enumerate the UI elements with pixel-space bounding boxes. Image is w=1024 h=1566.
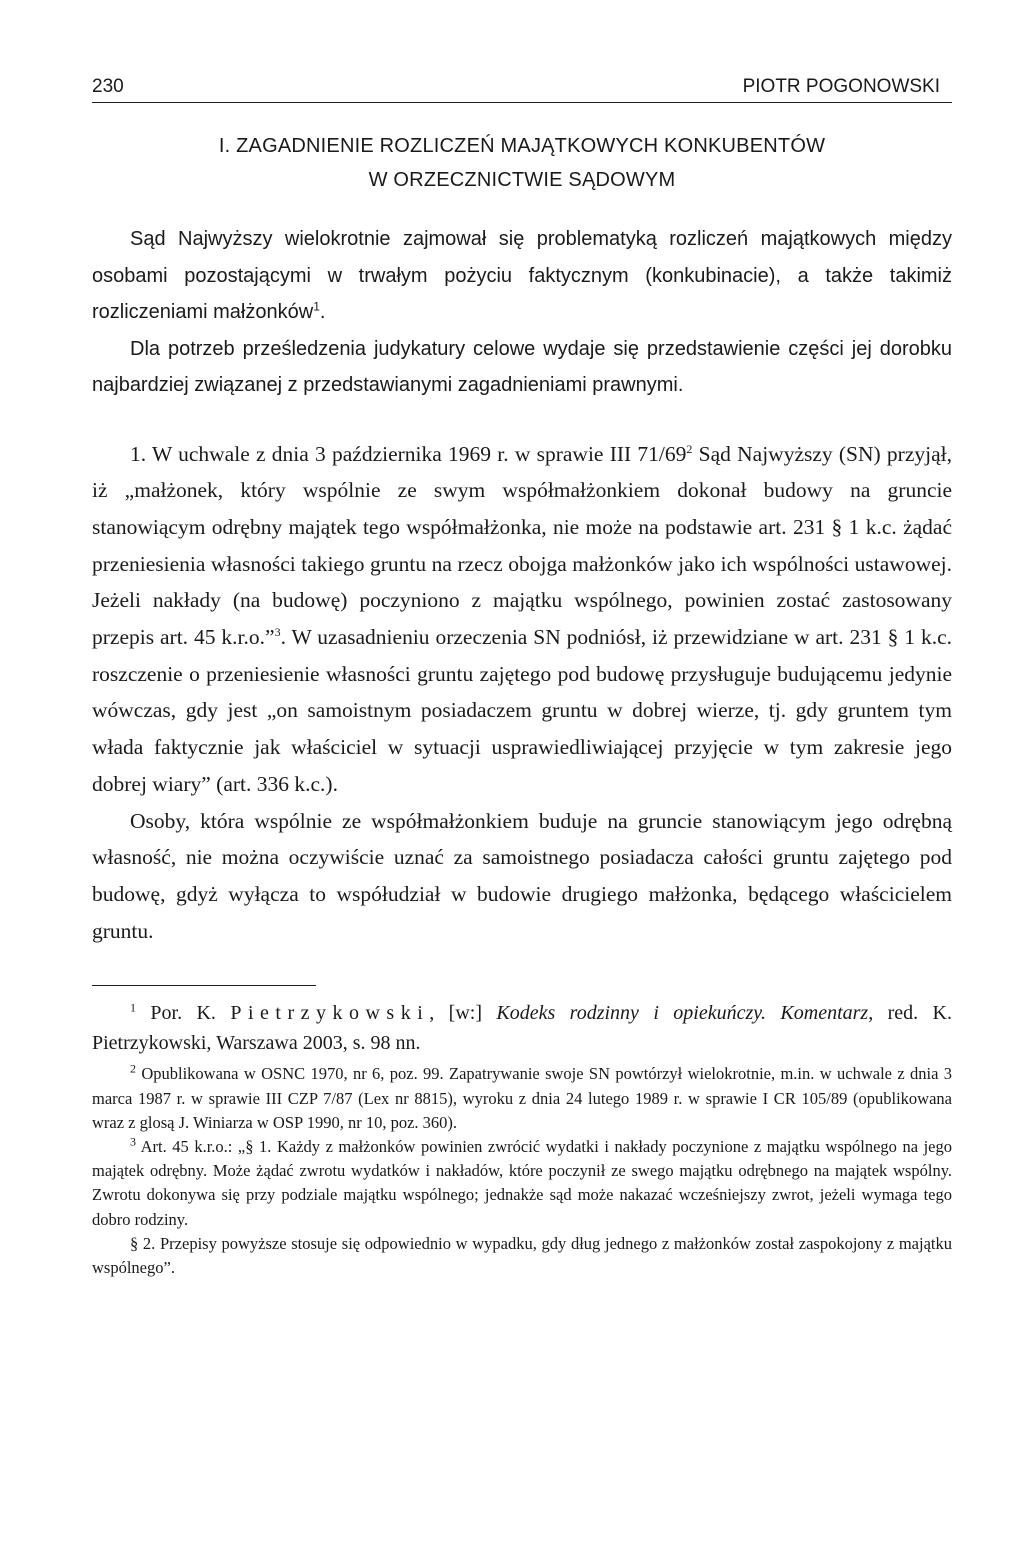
footnote-1-author: Pietrzykowski bbox=[230, 1002, 430, 1025]
footnote-3-text: Art. 45 k.r.o.: „§ 1. Każdy z małżonków powinien zwrócić wydatki i nakłady poczynione z majątku wspólnego na jego majątek odrębny. Może żądać zwrotu wydatków i nakładów, które poczynił ze swego majątku odrębnego na majątek wspólny. Zwrotu dokonywa się przy podziale majątku wspólnego; jednakże sąd może nakazać wcześniejszy zwrot, jeżeli wymaga tego dobro rodziny. bbox=[92, 1136, 952, 1229]
body-paragraph-1-part-b: Sąd Najwyższy (SN) przyjął, iż „małżonek, który wspólnie ze swym współmałżonkiem dokonał budowy na gruncie stanowiącym odrębny majątek tego współmałżonka, nie może na podstawie art. 231 § 1 k.c. żądać przeniesienia własności takiego gruntu na rzecz obojga małżonków jako ich wspólności ustawowej. Jeżeli nakłady (na budowę) poczyniono z majątku wspólnego, powinien zostać zastosowany przepis art. 45 k.r.o.” bbox=[92, 441, 952, 650]
footnote-2-mark: 2 bbox=[130, 1061, 136, 1076]
footnote-1-text-b: , [w:] bbox=[429, 1002, 497, 1025]
body-paragraph-1 bbox=[92, 436, 952, 803]
intro-paragraph-1-end: . bbox=[319, 301, 326, 323]
footnote-ref-1: 1 bbox=[313, 299, 320, 314]
section-heading bbox=[92, 129, 952, 197]
page-header bbox=[92, 76, 952, 103]
footnote-1-title: Kodeks rodzinny i opiekuńczy. Komentarz bbox=[496, 1002, 869, 1025]
intro-paragraph-2: Dla potrzeb prześledzenia judykatury celowe wydaje się przedstawienie części jej dorobku najbardziej związanej z przedstawianymi zagadnieniami prawnymi. bbox=[92, 337, 952, 396]
footnote-1-text-a: Por. K. bbox=[136, 1002, 231, 1025]
body-paragraph-1-part-a: 1. W uchwale z dnia 3 października 1969 r. w sprawie III 71/69 bbox=[130, 441, 687, 466]
footnote-3 bbox=[92, 1135, 952, 1232]
running-head: PIOTR POGONOWSKI bbox=[742, 76, 940, 97]
footnote-3-paragraph-2: § 2. Przepisy powyższe stosuje się odpowiednio w wypadku, gdy dług jednego z małżonków został zaspokojony z majątku wspólnego”. bbox=[92, 1233, 952, 1277]
section-heading-line-1: I. ZAGADNIENIE ROZLICZEŃ MAJĄTKOWYCH KONKUBENTÓW bbox=[218, 135, 826, 157]
footnote-ref-2: 2 bbox=[686, 441, 693, 456]
section-heading-line-2: W ORZECZNICTWIE SĄDOWYM bbox=[368, 169, 676, 191]
footnote-1-text-c: , red. K. Pietrzykowski, Warszawa 2003, s. 98 nn. bbox=[92, 1002, 953, 1055]
footnote-divider bbox=[92, 985, 316, 986]
page-number: 230 bbox=[92, 76, 124, 97]
footnote-3-mark: 3 bbox=[130, 1134, 136, 1149]
footnote-2-text: Opublikowana w OSNC 1970, nr 6, poz. 99. Zapatrywanie swoje SN powtórzył wielokrotnie, m.in. w uchwale z dnia 3 marca 1987 r. w sprawie III CZP 7/87 (Lex nr 8815), wyroku z dnia 24 lutego 1989 r. w sprawie I CR 105/89 (opublikowana wraz z glosą J. Winiarza w OSP 1990, nr 10, poz. 360). bbox=[92, 1064, 952, 1132]
document-page bbox=[92, 76, 952, 1280]
footnote-2 bbox=[92, 1062, 952, 1135]
footnote-ref-3: 3 bbox=[274, 624, 281, 639]
intro-paragraph-1-text: Sąd Najwyższy wielokrotnie zajmował się problematyką rozliczeń majątkowych między osobami pozostającymi w trwałym pożyciu faktycznym (konkubinacie), a także takimiż rozliczeniami małżonków bbox=[92, 228, 952, 323]
body-paragraph-2: Osoby, która wspólnie ze współmałżonkiem buduje na gruncie stanowiącym jego odrębną własność, nie można oczywiście uznać za samoistnego posiadacza całości gruntu zajętego pod budowę, gdyż wyłącza to współudział w budowie drugiego małżonka, będącego właścicielem gruntu. bbox=[92, 808, 952, 943]
intro-paragraph-1 bbox=[92, 221, 952, 331]
footnote-1-mark: 1 bbox=[130, 1000, 136, 1015]
body-paragraph-1-part-c: . W uzasadnieniu orzeczenia SN podniósł, iż przewidziane w art. 231 § 1 k.c. roszczenie o przeniesienie własności gruntu zajętego pod budowę przysługuje budującemu jedynie wówczas, gdy jest „on samoistnym posiadaczem gruntu w dobrej wierze, tj. gdy gruntem tym włada faktycznie jak właściciel w sytuacji usprawiedliwiającej przyjęcie w tym zakresie jego dobrej wiary” (art. 336 k.c.). bbox=[92, 625, 953, 796]
footnote-1 bbox=[92, 998, 952, 1058]
